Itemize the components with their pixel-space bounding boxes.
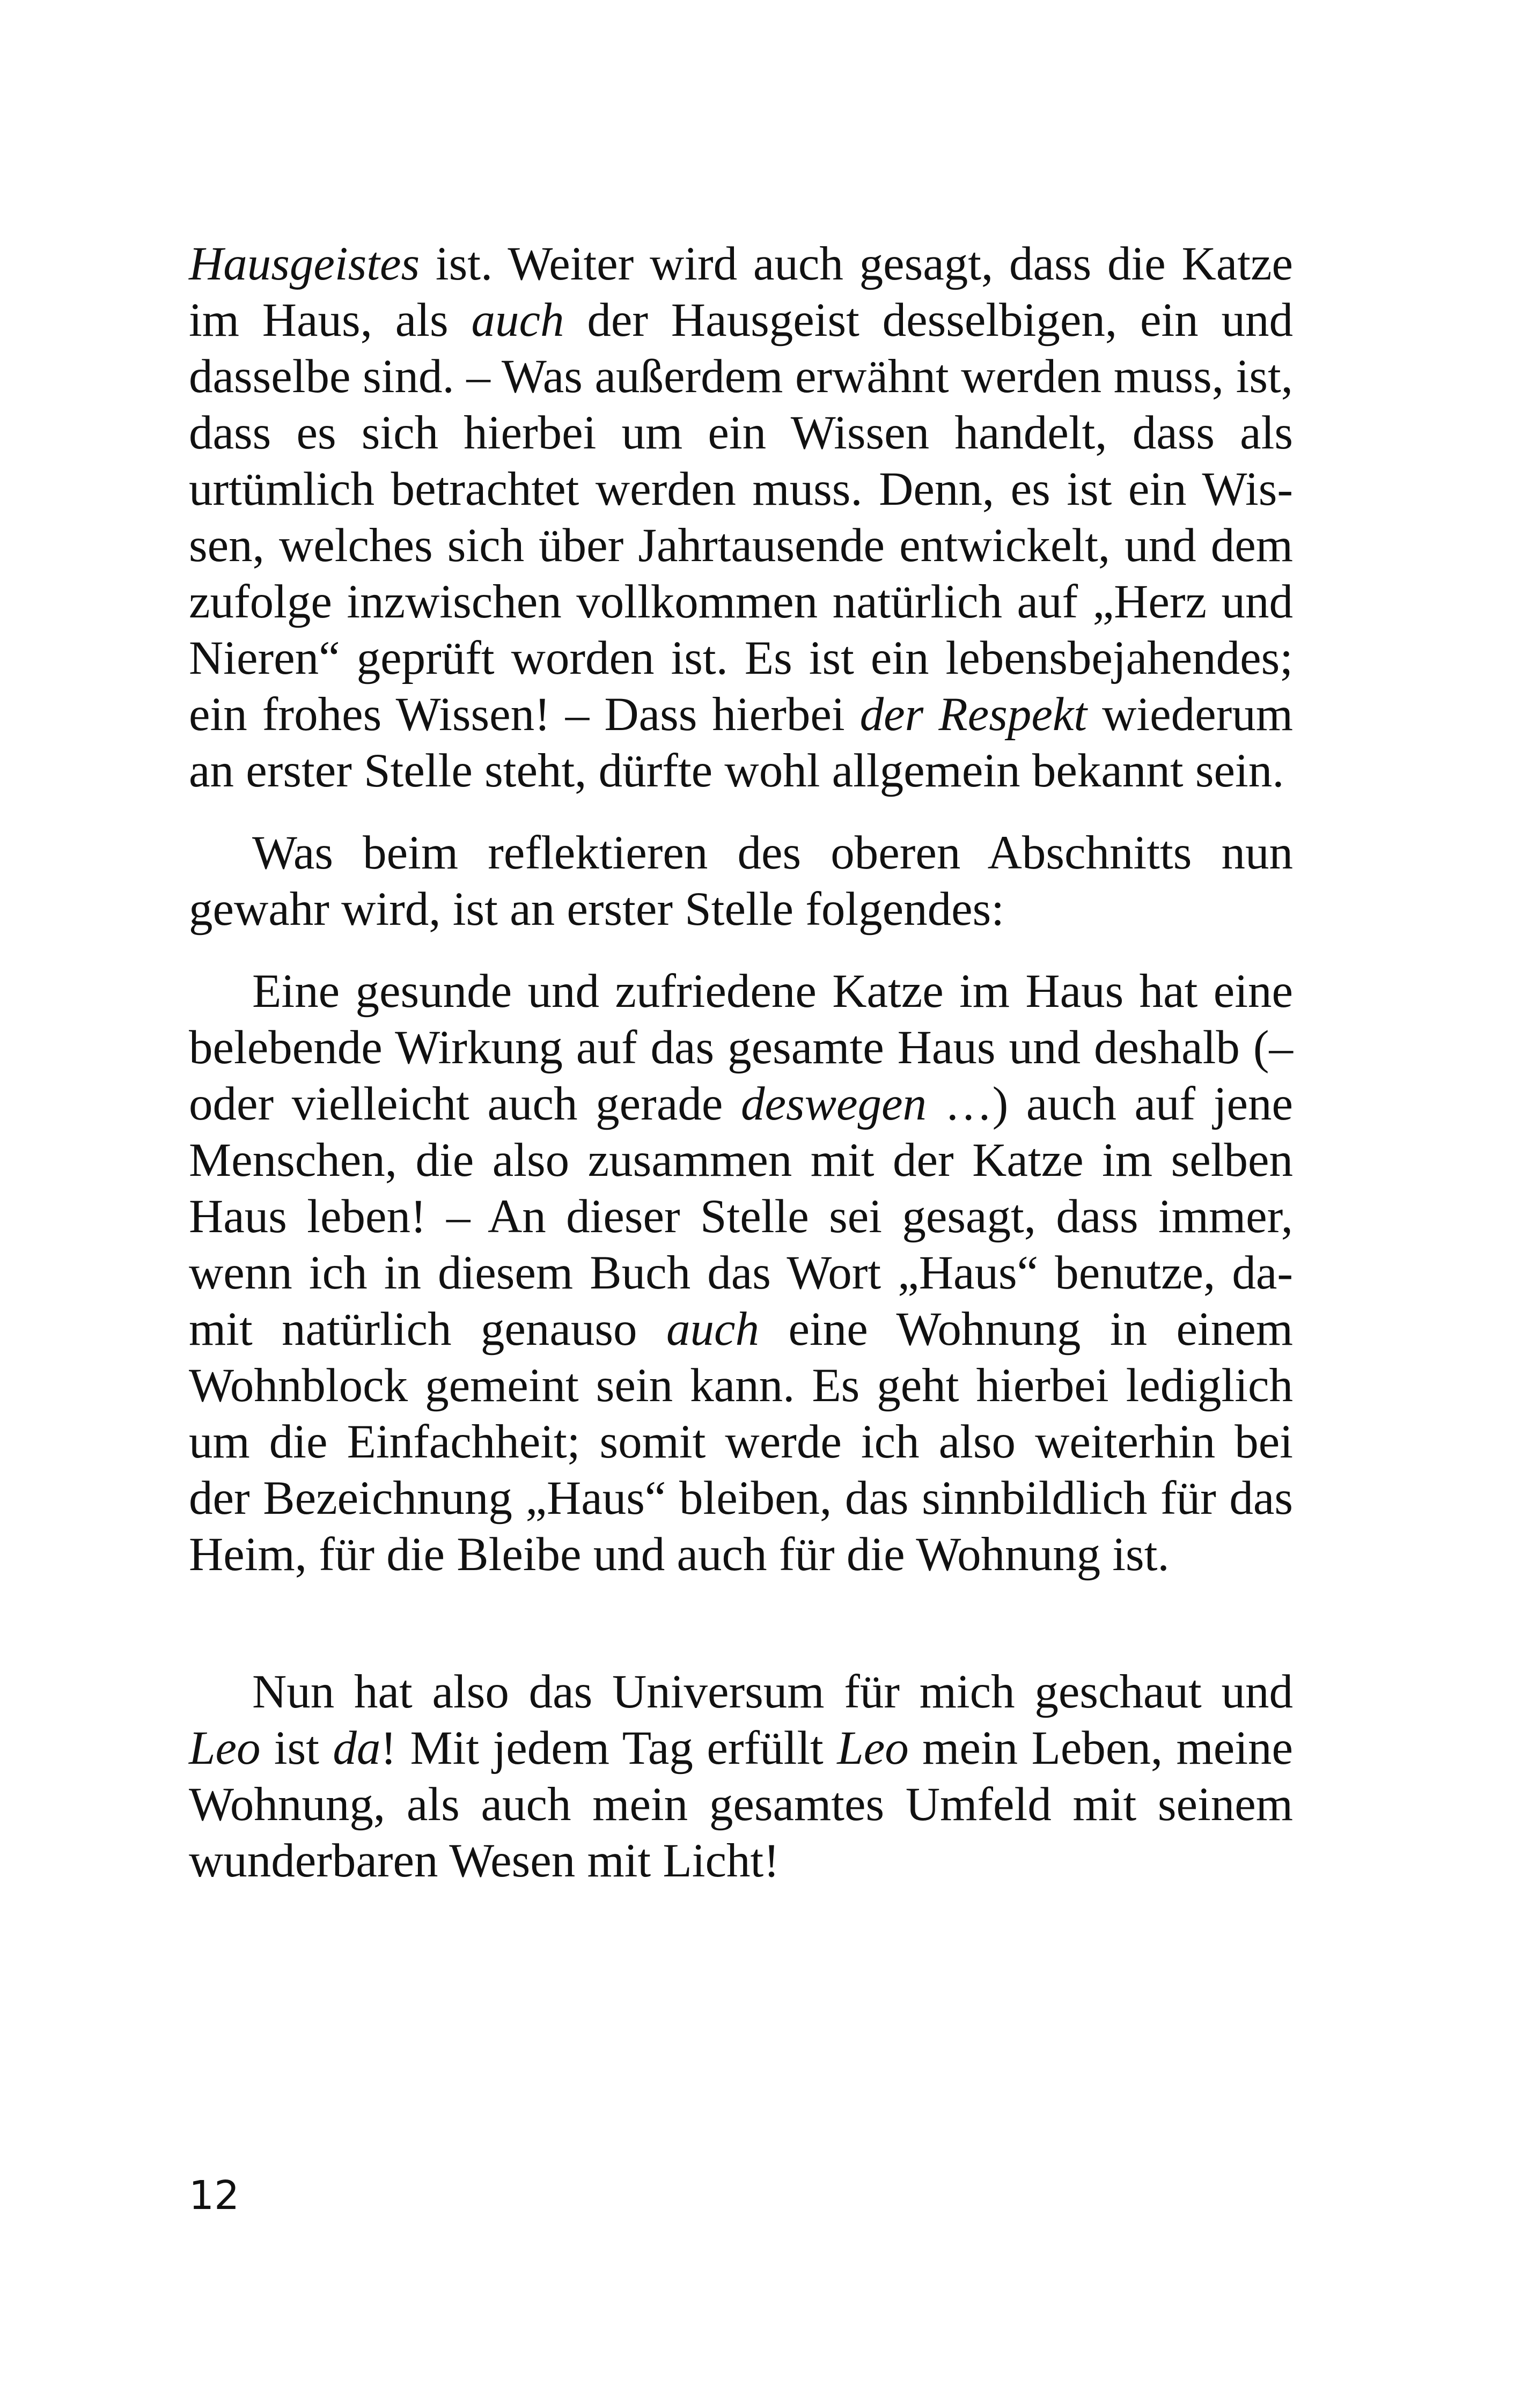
- page-number: 12: [189, 2173, 240, 2219]
- text: ! Mit jedem Tag erfüllt: [380, 1722, 837, 1774]
- text-italic: Leo: [189, 1722, 261, 1774]
- text: mein Leben, meine Wohnung, als auch mein gesamtes Umfeld mit seinem wunderbaren Wesen mit Licht!: [189, 1722, 1293, 1887]
- text-italic: deswegen: [740, 1078, 927, 1130]
- text: wiederum an erster Stelle steht, dürfte wohl allgemein bekannt sein.: [189, 688, 1293, 797]
- text-italic: Leo: [837, 1722, 909, 1774]
- text-italic: Hausgeistes: [189, 238, 420, 290]
- paragraph-1: [189, 236, 1293, 799]
- paragraph-3: [189, 963, 1293, 1583]
- text-italic: auch: [471, 294, 564, 347]
- text: …) auch auf jene Menschen, die also zusammen mit der Katze im selben Haus leben! – An dieser Stelle sei gesagt, dass immer, wenn ich in diesem Buch das Wort „Haus“ benutze, damit natürlich genauso: [189, 1078, 1293, 1356]
- paragraph-spacer: [189, 938, 1293, 963]
- text-italic: da: [333, 1722, 381, 1774]
- text: Was beim reflektieren des oberen Abschnitts nun gewahr wird, ist an erster Stelle folgendes:: [189, 827, 1293, 936]
- paragraph-spacer: [189, 799, 1293, 825]
- text: der Hausgeist desselbigen, ein und dasselbe sind. – Was außerdem erwähnt werden muss, ist, dass es sich hierbei um ein Wissen handelt, dass als urtümlich betrachtet werden muss. Denn, es ist ein Wissen, welches sich über Jahrtausende entwickelt, und dem zufolge inzwischen vollkommen natürlich auf „Herz und Nieren“ geprüft worden ist. Es ist ein lebensbejahendes; ein frohes Wissen! – Dass hierbei: [189, 294, 1294, 741]
- text: ist: [260, 1722, 333, 1774]
- text: Nun hat also das Universum für mich geschaut und: [252, 1666, 1293, 1718]
- text-italic: der Respekt: [859, 688, 1088, 741]
- text-italic: auch: [666, 1303, 760, 1356]
- text: eine Wohnung in einem Wohnblock gemeint sein kann. Es geht hierbei lediglich um die Einfachheit; somit werde ich also weiterhin bei der Bezeichnung „Haus“ bleiben, das sinnbildlich für das Heim, für die Bleibe und auch für die Wohnung ist.: [189, 1303, 1293, 1581]
- section-spacer: [189, 1583, 1293, 1664]
- paragraph-2: [189, 825, 1293, 938]
- page-body: [189, 236, 1293, 1889]
- paragraph-4: [189, 1664, 1293, 1889]
- text: Eine gesunde und zufriedene Katze im Haus hat eine belebende Wirkung auf das gesamte Haus und deshalb (– oder vielleicht auch gerade: [189, 965, 1293, 1130]
- text: ist. Weiter wird auch gesagt, dass die Katze im Haus, als: [189, 238, 1293, 347]
